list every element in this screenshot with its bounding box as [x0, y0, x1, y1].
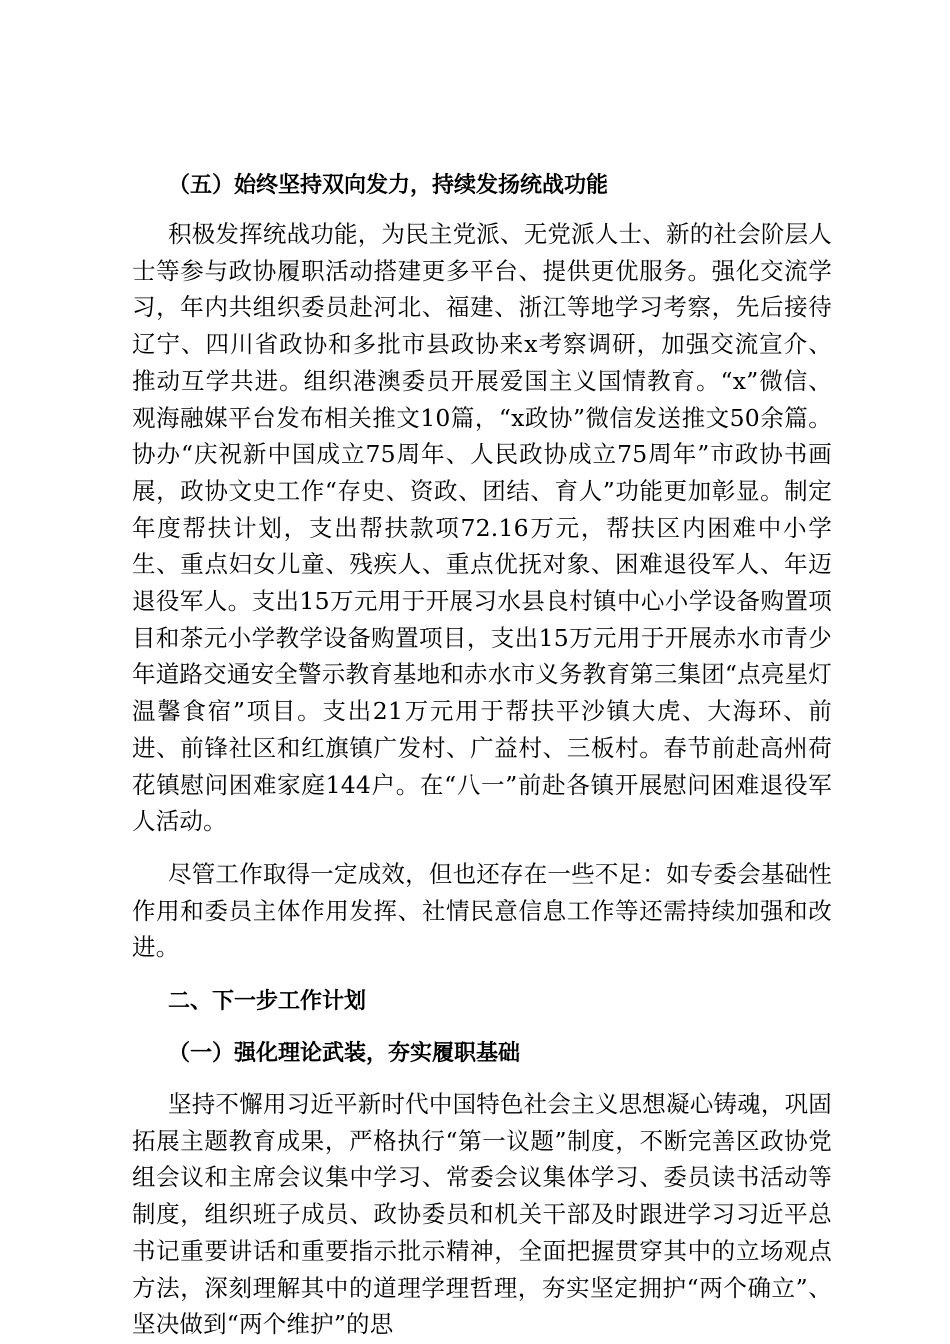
document-body — [132, 168, 832, 1343]
paragraph-shortcomings: 尽管工作取得一定成效，但也还存在一些不足：如专委会基础性作用和委员主体作用发挥、社情民意信息工作等还需持续加强和改进。 — [132, 859, 832, 962]
paragraph-united-front: 积极发挥统战功能，为民主党派、无党派人士、新的社会阶层人士等参与政协履职活动搭建更多平台、提供更优服务。强化交流学习，年内共组织委员赴河北、福建、浙江等地学习考察，先后接待辽宁、四川省政协和多批市县政协来x考察调研，加强交流宣介、推动互学共进。组织港澳委员开展爱国主义国情教育。“x”微信、观海融媒平台发布相关推文10篇，“x政协”微信发送推文50余篇。协办“庆祝新中国成立75周年、人民政协成立75周年”市政协书画展，政协文史工作“存史、资政、团结、育人”功能更加彰显。制定年度帮扶计划，支出帮扶款项72.16万元，帮扶区内困难中小学生、重点妇女儿童、残疾人、重点优抚对象、困难退役军人、年迈退役军人。支出15万元用于开展习水县良村镇中心小学设备购置项目和茶元小学教学设备购置项目，支出15万元用于开展赤水市青少年道路交通安全警示教育基地和赤水市义务教育第三集团“点亮星灯温馨食宿”项目。支出21万元用于帮扶平沙镇大虎、大海环、前进、前锋社区和红旗镇广发村、广益村、三板村。春节前赴高州荷花镇慰问困难家庭144户。在“八一”前赴各镇开展慰问困难退役军人活动。 — [132, 220, 832, 836]
paragraph-theory: 坚持不懈用习近平新时代中国特色社会主义思想凝心铸魂，巩固拓展主题教育成果，严格执行“第一议题”制度，不断完善区政协党组会议和主席会议集中学习、常委会议集体学习、委员读书活动等制度，组织班子成员、政协委员和机关干部及时跟进学习习近平总书记重要讲话和重要指示批示精神，全面把握贯穿其中的立场观点方法，深刻理解其中的道理学理哲理，夯实坚定拥护“两个确立”、坚决做到“两个维护”的思 — [132, 1090, 832, 1339]
section-heading-next-plan: 二、下一步工作计划 — [168, 989, 367, 1015]
section-heading-five: （五）始终坚持双向发力，持续发扬统战功能 — [168, 173, 609, 198]
subsection-heading-one: （一）强化理论武装，夯实履职基础 — [168, 1041, 521, 1067]
